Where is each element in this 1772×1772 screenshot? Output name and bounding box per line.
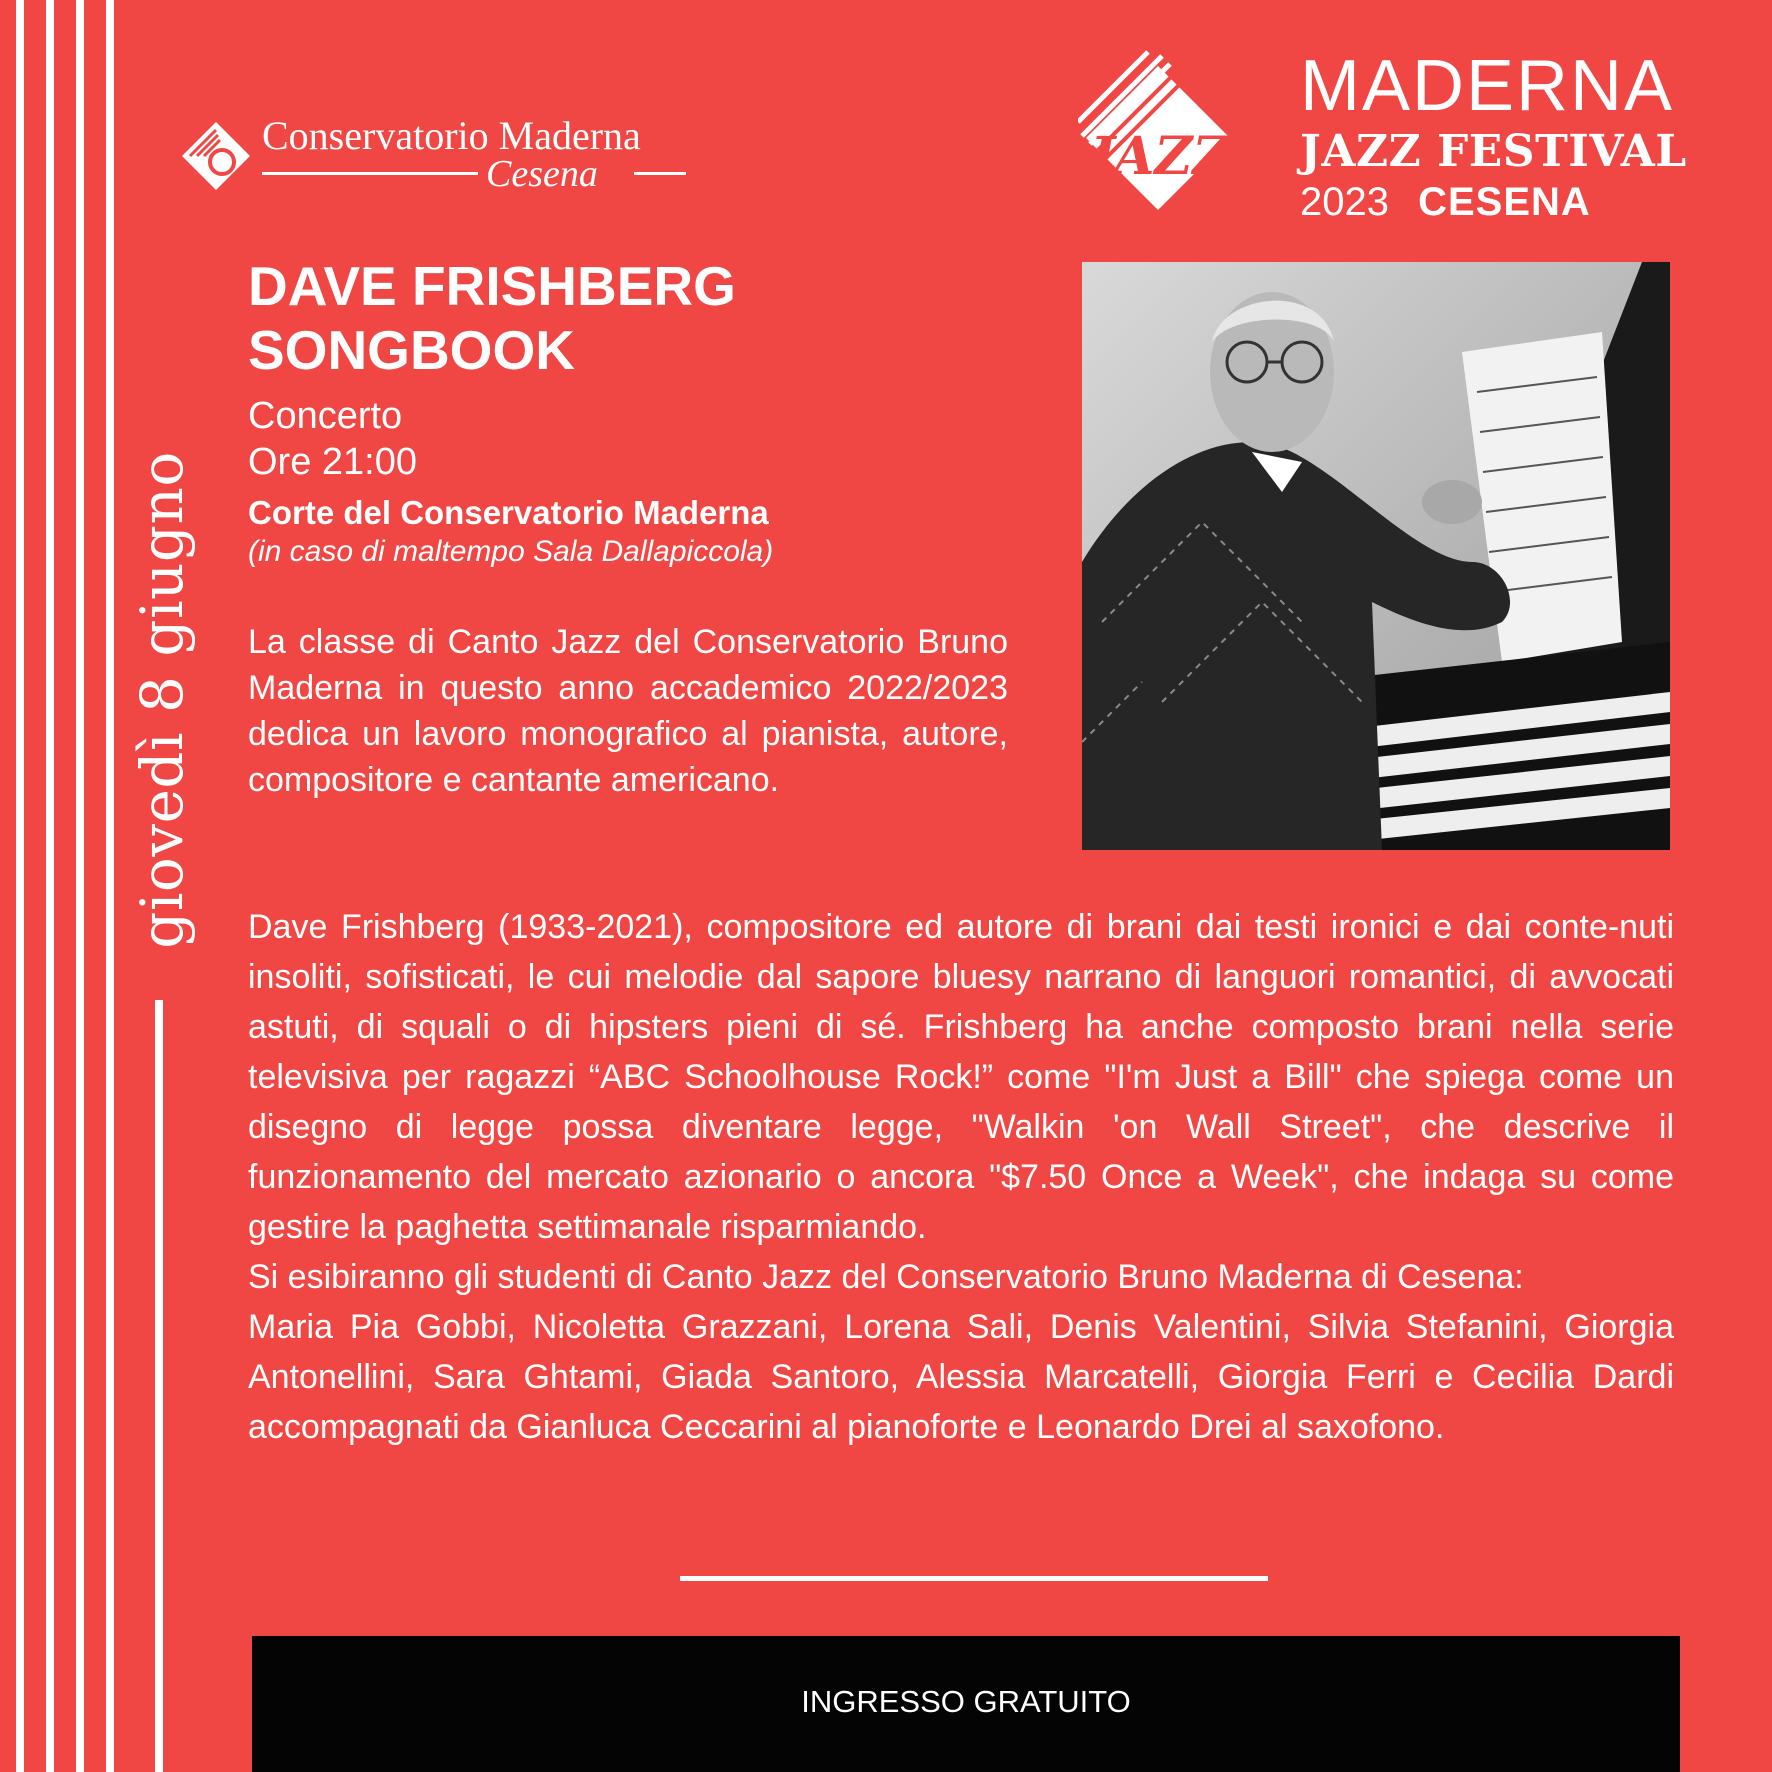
event-date: giovedì 8 giugno: [128, 451, 196, 949]
jazz-badge-text: JAZZ: [1089, 126, 1231, 187]
side-stripe-2: [46, 0, 54, 1772]
logo-rule-right: [634, 172, 686, 175]
conservatory-emblem-icon: [180, 120, 252, 192]
side-stripe-3: [76, 0, 84, 1772]
footer-banner: [252, 1636, 1680, 1772]
festival-subtitle: JAZZ FESTIVAL: [1300, 126, 1687, 177]
intro-paragraph: La classe di Canto Jazz del Conservatorio Bruno Maderna in questo anno accademico 2022/2023 dedica un lavoro monografico al pianista, autore, compositore e cantante americano.: [248, 623, 1008, 799]
free-entry-label: INGRESSO GRATUITO: [801, 1684, 1131, 1719]
event-venue: Corte del Conservatorio Maderna: [248, 494, 769, 531]
date-rule: [155, 1000, 163, 1772]
festival-year: 2023: [1300, 180, 1389, 224]
event-time: Ore 21:00: [248, 441, 417, 483]
divider: [680, 1576, 1268, 1581]
performers-paragraph: Maria Pia Gobbi, Nicoletta Grazzani, Lorena Sali, Denis Valentini, Silvia Stefanini, Giorgia Antonellini, Sara Ghtami, Giada Santoro, Alessia Marcatelli, Giorgia Ferri e Cecilia Dardi accompagnati da Gianluca Ceccarini al pianoforte e Leonardo Drei al saxofono.: [248, 1308, 1674, 1446]
description-paragraph-1: Dave Frishberg (1933-2021), compositore ed autore di brani dai testi ironici e dai conte-nuti insoliti, sofisticati, le cui melodie dal sapore bluesy narrano di languori romantici, di avvocati astuti, di squali o di hipsters pieni di sé. Frishberg ha anche composto brani nella serie televisiva per ragazzi “ABC Schoolhouse Rock!” come "I'm Just a Bill" che spiega come un disegno di legge possa diventare legge, "Walkin 'on Wall Street", che descrive il funzionamento del mercato azionario o ancora "$7.50 Once a Week", che indaga su come gestire la paghetta settimanale risparmiando.: [248, 908, 1674, 1246]
description-paragraph-2: Si esibiranno gli studenti di Canto Jazz del Conservatorio Bruno Maderna di Cesena:: [248, 1258, 1524, 1296]
festival-title: [1300, 46, 1687, 226]
conservatory-name: Conservatorio Maderna: [262, 113, 641, 158]
artist-photo: [1082, 262, 1670, 850]
conservatory-logo: [180, 112, 700, 202]
event-type: Concerto: [248, 395, 403, 437]
festival-logo: [1078, 50, 1238, 230]
conservatory-city: Cesena: [486, 153, 598, 195]
festival-year-row: [1300, 178, 1687, 226]
side-stripe-4: [106, 0, 114, 1772]
event-venue-alternative: (in caso di maltempo Sala Dallapiccola): [248, 535, 774, 568]
logo-rule-left: [262, 172, 478, 175]
festival-name: MADERNA: [1300, 46, 1675, 126]
event-description: [248, 902, 1674, 1452]
event-title: DAVE FRISHBERG SONGBOOK: [248, 255, 736, 381]
side-stripe-1: [16, 0, 24, 1772]
jazz-badge-icon: [1078, 50, 1238, 230]
festival-city: CESENA: [1418, 180, 1591, 224]
